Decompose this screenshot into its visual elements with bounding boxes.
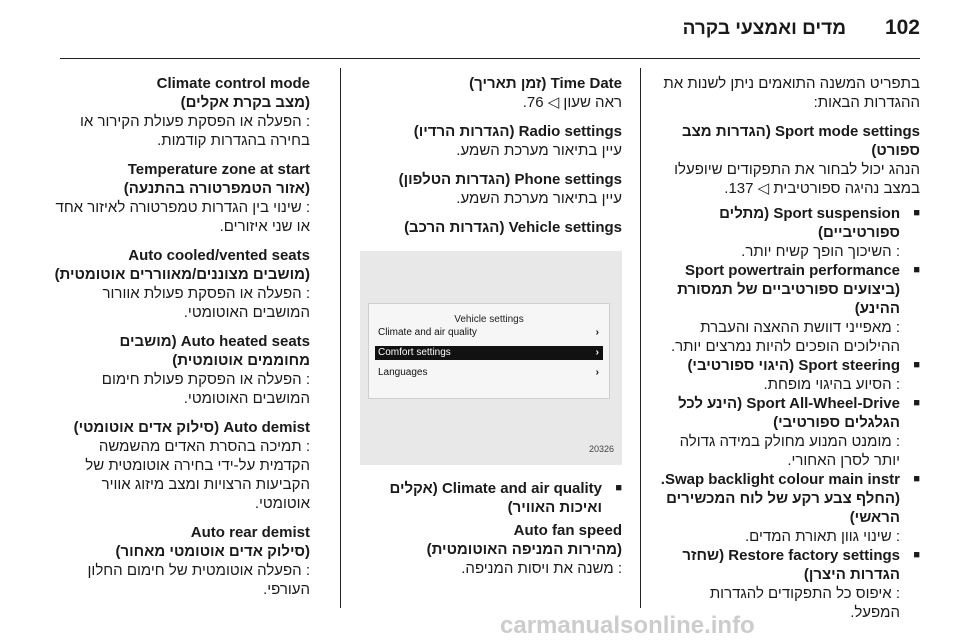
- sport-mode-heading: Sport mode settings (הגדרות מצב ספורט): [682, 123, 920, 159]
- middle-column: [358, 74, 622, 584]
- item-body: : מומנט המנוע מחולק במידה גדולה יותר לסרן האחורי.: [679, 433, 900, 469]
- entry-body: : הפעלה או הפסקת פעולת חימום המושבים האוטומטי.: [101, 371, 310, 407]
- fan-title: (מהירות המניפה האוטומטית): [426, 541, 622, 558]
- page-number: 102: [884, 16, 920, 39]
- left-column: [48, 74, 310, 605]
- entry-heading: Auto cooled/vented seats: [128, 247, 310, 264]
- page-header: [60, 14, 920, 54]
- entry-heading: Temperature zone at start: [127, 161, 310, 178]
- item-title: ■ Restore factory settings (שחזר הגדרות היצרן): [682, 547, 900, 583]
- item-title: ■ Swap backlight colour main instr. (החלף צבע רקע של לוח המכשירים הראשי): [660, 471, 900, 526]
- right-column: [656, 74, 920, 622]
- entry-heading: Climate control mode: [156, 75, 310, 92]
- entry-heading: Auto rear demist: [190, 524, 310, 541]
- header-rule: [60, 58, 920, 59]
- entry-title: (סילוק אדים אוטומטי מאחור): [115, 543, 310, 560]
- column-divider-right: [640, 68, 641, 608]
- item-title: ■ Sport steering (היגוי ספורטיבי): [687, 357, 900, 374]
- list-item: [656, 261, 920, 356]
- chevron-right-icon: ›: [595, 347, 599, 358]
- entry-body: : הפעלה או הפסקת פעולת אוורור המושבים האוטומטי.: [102, 285, 310, 321]
- list-item: [656, 546, 920, 622]
- settings-row-climate[interactable]: [375, 326, 603, 340]
- chevron-right-icon: ›: [595, 327, 599, 338]
- list-item: [656, 470, 920, 546]
- phone-settings-heading: Phone settings (הגדרות הטלפון): [398, 171, 622, 188]
- vehicle-settings-screenshot: [360, 251, 622, 465]
- item-body: : שינוי גוון תאורת המדים.: [744, 528, 900, 545]
- item-body: : איפוס כל התפקודים להגדרות המפעל.: [709, 585, 900, 621]
- watermark: carmanualsonline.info: [500, 612, 755, 639]
- list-item: [358, 479, 622, 517]
- entry-title: מחוממים אוטומטית): [172, 352, 310, 369]
- settings-panel-title: Vehicle settings: [454, 314, 524, 325]
- climate-item-title: ■ Climate and air quality (אקלים ואיכות האוויר): [389, 480, 602, 516]
- entry-title: (אזור הטמפרטורה בהתנעה): [123, 180, 310, 197]
- phone-settings-body: עיין בתיאור מערכת השמע.: [456, 190, 622, 207]
- row-label: Climate and air quality: [378, 327, 477, 338]
- list-item: [656, 356, 920, 394]
- sport-mode-body: הנהג יכול לבחור את התפקודים שיופעלו במצב נהיגה ספורטיבית ◁ 137.: [674, 161, 920, 197]
- row-label: Languages: [378, 367, 428, 378]
- time-date-body: ראה שעון ◁ 76.: [522, 94, 622, 111]
- row-label: Comfort settings: [378, 347, 451, 358]
- intro-text: בתפריט המשנה התואמים ניתן לשנות את ההגדרות הבאות:: [663, 75, 920, 111]
- item-body: : השיכוך הופך קשיח יותר.: [741, 243, 900, 260]
- entry-title: (מצב בקרת אקלים): [180, 94, 310, 111]
- settings-row-comfort[interactable]: [375, 346, 603, 360]
- entry-body: : שינוי בין הגדרות טמפרטורה לאיזור אחד או שני איזורים.: [55, 199, 310, 235]
- settings-panel: [368, 303, 610, 399]
- image-code: 20326: [588, 444, 614, 454]
- item-title: ■ Sport suspension (מתלים ספורטיביים): [719, 205, 900, 241]
- entry-heading: Auto demist (סילוק אדים אוטומטי): [73, 419, 310, 436]
- fan-heading: Auto fan speed: [513, 522, 622, 539]
- list-item: [656, 204, 920, 261]
- item-title: ■ Sport All-Wheel-Drive (הינע לכל הגלגלים ספורטיבי): [678, 395, 900, 431]
- item-body: : מאפייני דוושת ההאצה והעברת ההילוכים הופכים להיות נמרצים יותר.: [670, 319, 900, 355]
- chapter-title: מדים ואמצעי בקרה: [682, 18, 846, 39]
- time-date-heading: Time Date (זמן תאריך): [469, 75, 622, 92]
- entry-heading: Auto heated seats (מושבים: [119, 333, 310, 350]
- entry-body: : הפעלה אוטומטית של חימום החלון העורפי.: [87, 562, 310, 598]
- item-title: ■ Sport powertrain performance (ביצועים ספורטיביים של תמסורת ההינע): [677, 262, 900, 317]
- entry-title: (מושבים מצוננים/מאווררים אוטומטית): [54, 266, 310, 283]
- item-body: : הסיוע בהיגוי מופחת.: [763, 376, 900, 393]
- chevron-right-icon: ›: [595, 367, 599, 378]
- radio-settings-heading: Radio settings (הגדרות הרדיו): [413, 123, 622, 140]
- fan-body: : משנה את ויסות המניפה.: [461, 560, 622, 577]
- entry-body: : הפעלה או הפסקת פעולת הקירור או בחירה בהגדרות קודמות.: [79, 113, 310, 149]
- column-divider-left: [340, 68, 341, 608]
- radio-settings-body: עיין בתיאור מערכת השמע.: [456, 142, 622, 159]
- settings-row-languages[interactable]: [375, 366, 603, 380]
- list-item: [656, 394, 920, 470]
- entry-body: : תמיכה בהסרת האדים מהשמשה הקדמית על-ידי בחירה אוטומטית של הקביעות הרצויות ומצב מיזוג אוויר אוטומטי.: [85, 438, 310, 512]
- vehicle-settings-heading: Vehicle settings (הגדרות הרכב): [404, 219, 622, 236]
